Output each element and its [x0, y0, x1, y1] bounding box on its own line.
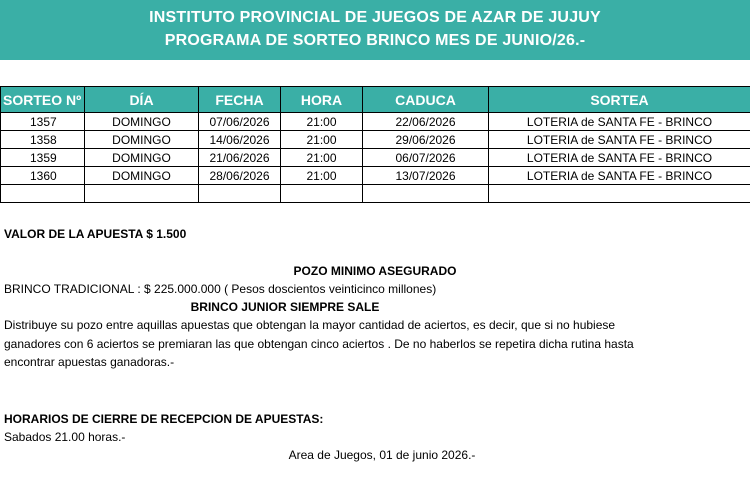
cell-sorteo: 1359	[1, 149, 85, 167]
cell-dia: DOMINGO	[85, 131, 199, 149]
cell-dia: DOMINGO	[85, 113, 199, 131]
col-header-caduca: CADUCA	[363, 87, 489, 113]
cell-empty	[199, 185, 281, 203]
brinco-junior-desc-line3: encontrar apuestas ganadoras.-	[4, 355, 175, 369]
cell-sortea: LOTERIA de SANTA FE - BRINCO	[489, 167, 750, 185]
cell-dia: DOMINGO	[85, 149, 199, 167]
cell-sortea: LOTERIA de SANTA FE - BRINCO	[489, 113, 750, 131]
pozo-title: POZO MINIMO ASEGURADO	[293, 264, 457, 278]
col-header-hora: HORA	[281, 87, 363, 113]
draw-schedule-table	[0, 86, 750, 203]
horarios-title: HORARIOS DE CIERRE DE RECEPCION DE APUESTAS:	[4, 412, 324, 426]
table-row	[1, 113, 750, 131]
cell-hora: 21:00	[281, 113, 363, 131]
horarios-text: Sabados 21.00 horas.-	[4, 430, 126, 444]
cell-sorteo: 1360	[1, 167, 85, 185]
table-row	[1, 149, 750, 167]
cell-empty	[85, 185, 199, 203]
table-row-empty	[1, 185, 750, 203]
cell-empty	[1, 185, 85, 203]
cell-caduca: 13/07/2026	[363, 167, 489, 185]
cell-sorteo: 1357	[1, 113, 85, 131]
cell-hora: 21:00	[281, 131, 363, 149]
cell-empty	[281, 185, 363, 203]
cell-sorteo: 1358	[1, 131, 85, 149]
table-row	[1, 131, 750, 149]
cell-empty	[489, 185, 750, 203]
cell-empty	[363, 185, 489, 203]
table-row	[1, 167, 750, 185]
cell-caduca: 29/06/2026	[363, 131, 489, 149]
cell-caduca: 06/07/2026	[363, 149, 489, 167]
col-header-sorteo: SORTEO Nº	[1, 87, 85, 113]
table-header-row	[1, 87, 750, 113]
cell-sortea: LOTERIA de SANTA FE - BRINCO	[489, 131, 750, 149]
cell-dia: DOMINGO	[85, 167, 199, 185]
cell-sortea: LOTERIA de SANTA FE - BRINCO	[489, 149, 750, 167]
cell-hora: 21:00	[281, 167, 363, 185]
cell-fecha: 07/06/2026	[199, 113, 281, 131]
cell-caduca: 22/06/2026	[363, 113, 489, 131]
brinco-tradicional: BRINCO TRADICIONAL : $ 225.000.000 ( Pesos doscientos veinticinco millones)	[4, 282, 437, 296]
header-banner	[0, 0, 750, 60]
col-header-fecha: FECHA	[199, 87, 281, 113]
cell-fecha: 28/06/2026	[199, 167, 281, 185]
footer-date: Area de Juegos, 01 de junio 2026.-	[288, 448, 476, 462]
brinco-junior-desc-line2: ganadores con 6 aciertos se premiaran las que obtengan cinco aciertos . De no haberlos se repetira dicha rutina hasta	[4, 337, 634, 351]
valor-apuesta: VALOR DE LA APUESTA $ 1.500	[4, 227, 187, 241]
brinco-junior-desc-line1: Distribuye su pozo entre aquillas apuestas que obtengan la mayor cantidad de aciertos, es decir, que si no hubiese	[4, 318, 616, 332]
col-header-sortea: SORTEA	[489, 87, 750, 113]
cell-fecha: 21/06/2026	[199, 149, 281, 167]
institution-title: INSTITUTO PROVINCIAL DE JUEGOS DE AZAR DE JUJUY	[149, 9, 601, 26]
program-title: PROGRAMA DE SORTEO BRINCO MES DE JUNIO/26.-	[164, 32, 586, 49]
cell-hora: 21:00	[281, 149, 363, 167]
col-header-dia: DÍA	[85, 87, 199, 113]
cell-fecha: 14/06/2026	[199, 131, 281, 149]
brinco-junior-title: BRINCO JUNIOR SIEMPRE SALE	[190, 300, 380, 314]
